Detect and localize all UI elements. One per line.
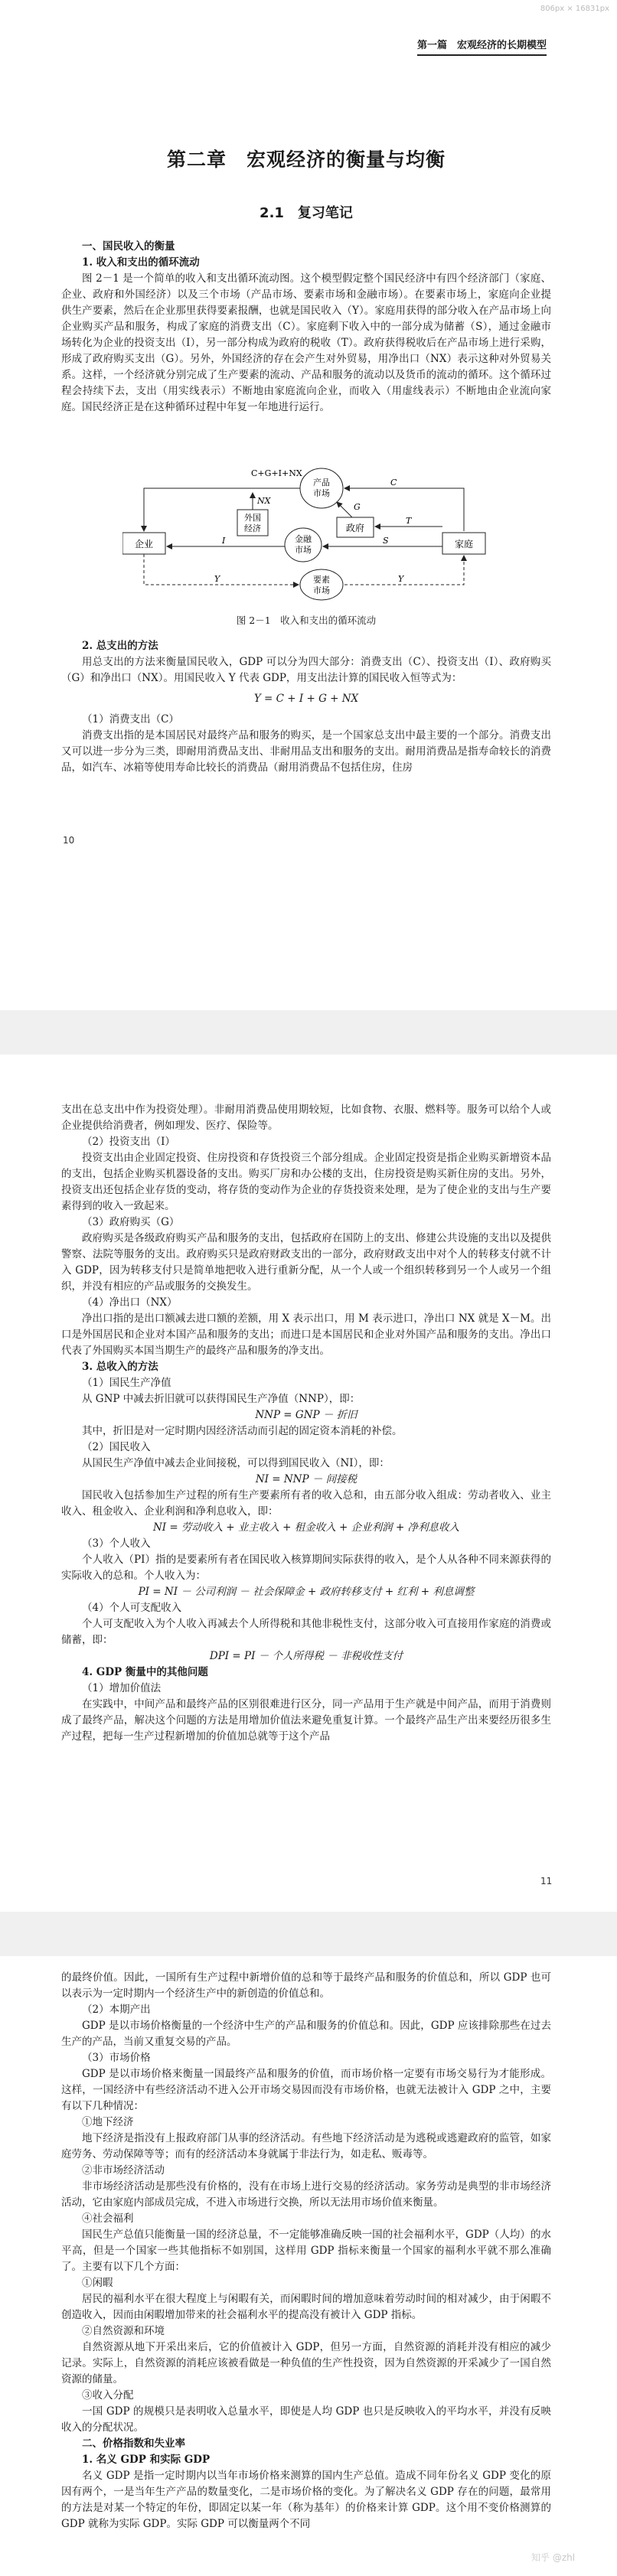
flow-product-to-enterprise xyxy=(144,488,300,531)
formula-personal-income: PI = NI － 公司利润 － 社会保障金 + 政府转移支付 + 红利 + 利息调整 xyxy=(138,1586,475,1598)
circular-flow-diagram xyxy=(122,462,490,603)
paragraph-natural-resources: 自然资源从地下开采出来后，它的价值被计入 GDP，但另一方面，自然资源的消耗并没有相应的减少记录。实际上，自然资源的消耗应该被看做是一种负值的生产性投资，因为自然资源的开采减少了一国自然资源的储量。 xyxy=(61,2341,551,2385)
paragraph-income-distribution: 一国 GDP 的规模只是表明收入总量水平，即使是人均 GDP 也只是反映收入的平均水平，并没有反映收入的分配状况。 xyxy=(61,2405,551,2434)
heading-net-export: （4）净出口（NX） xyxy=(82,1296,178,1309)
formula-nnp: NNP = GNP － 折旧 xyxy=(255,1409,357,1421)
page-3 xyxy=(0,1956,617,2576)
factor-market-label: 要素 xyxy=(313,575,330,585)
paragraph-current-output: GDP 是以市场价格衡量的一个经济中生产的产品和服务的价值总和。因此，GDP 应该排除那些在过去生产的产品，当前又重复交易的产品。 xyxy=(61,2020,551,2048)
flow-label-c: C xyxy=(390,478,397,487)
paragraph-ni-components: 国民收入包括参加生产过程的所有生产要素所有者的收入总和，由五部分收入组成：劳动者收入、业主收入、租金收入、企业利润和净利息收入，即： xyxy=(61,1489,551,1518)
page-gap-1 xyxy=(0,1010,617,1055)
flow-label-g: G xyxy=(354,502,361,512)
paragraph-value-added: 在实践中，中间产品和最终产品的区别很难进行区分，同一产品用于生产就是中间产品，而用于消费则成了最终产品，解决这个问题的方法是用增加价值法来避免重复计算。一个最终产品生产出来要经历很多生产过程，把每一生产过程新增加的价值加总就等于这个产品 xyxy=(61,1698,551,1743)
formula-ni: NI = NNP － 间接税 xyxy=(255,1473,357,1485)
heading-value-added: （1）增加价值法 xyxy=(82,1682,162,1694)
heading-national-income: 一、国民收入的衡量 xyxy=(82,240,175,253)
factor-market-node xyxy=(300,569,343,600)
formula-ni-components: NI = 劳动收入 + 业主收入 + 租金收入 + 企业利润 + 净利息收入 xyxy=(152,1521,460,1534)
heading-total-expenditure: 2. 总支出的方法 xyxy=(82,640,158,652)
heading-natural-resources: ②自然资源和环境 xyxy=(82,2325,165,2337)
paragraph-non-market-activity: 非市场经济活动是那些没有价格的，没有在市场上进行交易的经济活动。家务劳动是典型的非市场经济活动，它由家庭内部成员完成，不进入市场进行交换，所以无法用市场价值来衡量。 xyxy=(61,2180,551,2209)
image-dimension-label: 806px × 16831px xyxy=(540,5,609,13)
government-label: 政府 xyxy=(345,523,365,533)
flow-government-g xyxy=(337,502,352,517)
paragraph-dpi: 个人可支配收入为个人收入再减去个人所得税和其他非税性支付，这部分收入可直接用作家庭的消费或储蓄，即： xyxy=(61,1618,551,1646)
heading-market-price: （3）市场价格 xyxy=(82,2052,151,2064)
financial-market-label-2: 市场 xyxy=(295,545,312,555)
heading-investment: （2）投资支出（I） xyxy=(82,1136,175,1148)
product-market-label: 产品 xyxy=(313,478,330,487)
flow-label-nx: NX xyxy=(257,496,271,506)
heading-income-distribution: ③收入分配 xyxy=(82,2389,134,2402)
running-header: 第一篇 宏观经济的长期模型 xyxy=(417,40,547,56)
paragraph-market-price: GDP 是以市场价格来衡量一国最终产品和服务的价值，而市场价格一定要有市场交易行为才能形成。这样，一国经济中有些经济活动不进入公开市场交易因而没有市场价格，也就无法被计入 GDP 之中，主要有以下几种情况： xyxy=(61,2068,551,2112)
figure-caption: 图 2－1 收入和支出的循环流动 xyxy=(236,615,377,626)
heading-consumption: （1）消费支出（C） xyxy=(82,713,179,726)
product-market-label-2: 市场 xyxy=(313,488,330,498)
paragraph-leisure: 居民的福利水平在很大程度上与闲暇有关，而闲暇时间的增加意味着劳动时间的相对减少，由于闲暇不创造收入，因而由闲暇增加带来的社会福利水平的提高没有被计入 GDP 指标。 xyxy=(61,2293,551,2321)
heading-national-income-ni: （2）国民收入 xyxy=(82,1441,151,1453)
heading-personal-income: （3）个人收入 xyxy=(82,1537,151,1550)
flow-label-s: S xyxy=(383,536,389,546)
label-c-g-i-nx: C+G+I+NX xyxy=(251,468,302,478)
heading-nominal-real-gdp: 1. 名义 GDP 和实际 GDP xyxy=(82,2454,211,2466)
page-number-11: 11 xyxy=(540,1876,553,1886)
page-number-10: 10 xyxy=(63,835,75,846)
heading-total-income: 3. 总收入的方法 xyxy=(82,1361,158,1373)
paragraph-value-added-continued: 的最终价值。因此，一国所有生产过程中新增价值的总和等于最终产品和服务的价值总和，所以 GDP 也可以表示为一定时期内一个经济生产中的新创造的价值总和。 xyxy=(61,1971,551,2000)
paragraph-nominal-real-gdp: 名义 GDP 是指一定时期内以当年市场价格来测算的国内生产总值。造成不同年份名义 GDP 变化的原因有两个，一是当年生产产品的数量变化，二是市场价格的变化。为了解决名义 GDP 存在的问题，最常用的方法是对某一个特定的年份，即固定以某一年（称为基年）的价格来计算 GDP。这个用不变价格测算的 GDP 就称为实际 GDP。实际 GDP 可以衡量两个不同 xyxy=(61,2470,551,2530)
formula-dpi: DPI = PI － 个人所得税 － 非税收性支付 xyxy=(209,1650,403,1662)
foreign-economy-label-2: 经济 xyxy=(244,523,261,533)
flow-label-t: T xyxy=(406,516,412,526)
paragraph-investment: 投资支出由企业固定投资、住房投资和存货投资三个部分组成。企业固定投资是指企业购买新增资本品的支出，包括企业购买机器设备的支出。购买厂房和办公楼的支出，住房投资是购买新住房的支出。另外，投资支出还包括企业存货的变动，将存货的变动作为企业的存货投资来处理，是为了使企业的支出与生产要素得到的收入一致起来。 xyxy=(61,1152,551,1212)
paragraph-nnp: 从 GNP 中减去折旧就可以获得国民生产净值（NNP），即： xyxy=(82,1393,361,1405)
paragraph-underground-economy: 地下经济是指没有上报政府部门从事的经济活动。有些地下经济活动是为逃税或逃避政府的监管，如家庭劳务、劳动保障等等；而有的经济活动本身就属于非法行为，如走私、贩毒等。 xyxy=(61,2132,551,2160)
heading-current-output: （2）本期产出 xyxy=(82,2004,151,2016)
heading-gdp-other-issues: 4. GDP 衡量中的其他问题 xyxy=(82,1666,208,1678)
paragraph-personal-income: 个人收入（PI）指的是要素所有者在国民收入核算期间实际获得的收入，是个人从各种不同来源获得的实际收入的总和。个人收入为： xyxy=(61,1554,551,1582)
factor-market-label-2: 市场 xyxy=(313,585,330,595)
formula-gdp-identity: Y = C + I + G + NX xyxy=(253,693,359,705)
heading-government-purchase: （3）政府购买（G） xyxy=(82,1216,180,1228)
financial-market-label: 金融 xyxy=(295,534,312,544)
watermark: 知乎 @zhl xyxy=(531,2552,576,2563)
page-gap-2 xyxy=(0,1912,617,1956)
heading-non-market-activity: ②非市场经济活动 xyxy=(82,2164,165,2177)
flow-label-y-2: Y xyxy=(398,574,404,584)
flow-label-i: I xyxy=(222,536,226,546)
paragraph-expenditure: 用总支出的方法来衡量国民收入，GDP 可以分为四大部分：消费支出（C）、投资支出（I）、政府购买（G）和净出口（NX）。用国民收入 Y 代表 GDP，用支出法计算的国民收入恒等式为： xyxy=(61,656,551,684)
heading-price-index-unemployment: 二、价格指数和失业率 xyxy=(82,2437,185,2450)
paragraph-consumption-continued: 支出在总支出中作为投资处理）。非耐用消费品使用期较短，比如食物、衣服、燃料等。服务可以给个人或企业提供给消费者，例如理发、医疗、保险等。 xyxy=(61,1104,551,1132)
paragraph-government-purchase: 政府购买是各级政府购买产品和服务的支出，包括政府在国防上的支出、修建公共设施的支出以及提供警察、法院等服务的支出。政府购买只是政府财政支出的一部分，政府财政支出中对个人的转移支付就不计入 GDP，因为转移支付只是简单地把收入进行重新分配，从一个人或一个组织转移到另一个人或另一个组织，并没有相应的产品或服务的交换发生。 xyxy=(61,1232,551,1293)
household-label: 家庭 xyxy=(454,539,474,549)
heading-nnp: （1）国民生产净值 xyxy=(82,1377,171,1389)
flow-label-y-1: Y xyxy=(214,574,220,584)
paragraph-ni: 从国民生产净值中减去企业间接税，可以得到国民收入（NI），即： xyxy=(82,1457,390,1469)
paragraph-nnp-depreciation: 其中，折旧是对一定时期内因经济活动而引起的固定资本消耗的补偿。 xyxy=(82,1425,403,1437)
heading-underground-economy: ①地下经济 xyxy=(82,2116,134,2128)
heading-circular-flow: 1. 收入和支出的循环流动 xyxy=(82,256,200,269)
paragraph-social-welfare: 国民生产总值只能衡量一国的经济总量，不一定能够准确反映一国的社会福利水平，GDP（人均）的水平高，但是一个国家一些其他指标不如别国，这样用 GDP 指标来衡量一个国家的福利水平就不那么准确了。主要有以下几个方面： xyxy=(61,2229,551,2273)
enterprise-label: 企业 xyxy=(134,539,154,549)
chapter-title: 第二章 宏观经济的衡量与均衡 xyxy=(166,148,446,171)
flow-factor-y xyxy=(344,556,464,585)
flow-enterprise-y xyxy=(144,554,299,585)
section-title: 2.1 复习笔记 xyxy=(260,205,353,221)
paragraph-net-export: 净出口指的是出口额减去进口额的差额，用 X 表示出口，用 M 表示进口，净出口 NX 就是 X－M。出口是外国居民和企业对本国产品和服务的支出；而进口是本国居民和企业对外国产品和服务的支出。净出口代表了外国购买本国当期生产的最终产品和服务的净支出。 xyxy=(61,1312,551,1357)
heading-leisure: ①闲暇 xyxy=(82,2277,113,2289)
page-1 xyxy=(0,0,617,1010)
foreign-economy-label: 外国 xyxy=(244,513,261,523)
heading-dpi: （4）个人可支配收入 xyxy=(82,1602,182,1614)
paragraph-circular-flow: 图 2－1 是一个简单的收入和支出循环流动图。这个模型假定整个国民经济中有四个经济部门（家庭、企业、政府和外国经济）以及三个市场（产品市场、要素市场和金融市场）。在要素市场上，家庭向企业提供生产要素，然后在企业那里获得要素报酬，也就是国民收入（Y）。家庭用获得的部分收入在产品市场上向企业购买产品和服务，构成了家庭的消费支出（C）。家庭剩下收入中的一部分成为储蓄（S），通过金融市场转化为企业的投资支出（I），另一部分构成为政府的税收（T）。政府获得税收后在产品市场上进行采购，形成了政府购买支出（G）。另外，外国经济的存在会产生对外贸易，用净出口（NX）表示这种对外贸易关系。这样，一个经济就分别完成了生产要素的流动、产品和服务的流动以及货币的流动的循环。这个循环过程会持续下去，支出（用实线表示）不断地由家庭流向企业，而收入（用虚线表示）不断地由企业流向家庭。国民经济正是在这种循环过程中年复一年地进行运行。 xyxy=(61,272,551,413)
heading-social-welfare: ④社会福利 xyxy=(82,2212,134,2225)
paragraph-consumption: 消费支出指的是本国居民对最终产品和服务的购买，是一个国家总支出中最主要的一个部分。消费支出又可以进一步分为三类，即耐用消费品支出、非耐用品支出和服务的支出。耐用消费品是指寿命较长的消费品，如汽车、冰箱等使用寿命比较长的消费品（耐用消费品不包括住房，住房 xyxy=(61,729,551,774)
page-2 xyxy=(0,1055,617,1912)
